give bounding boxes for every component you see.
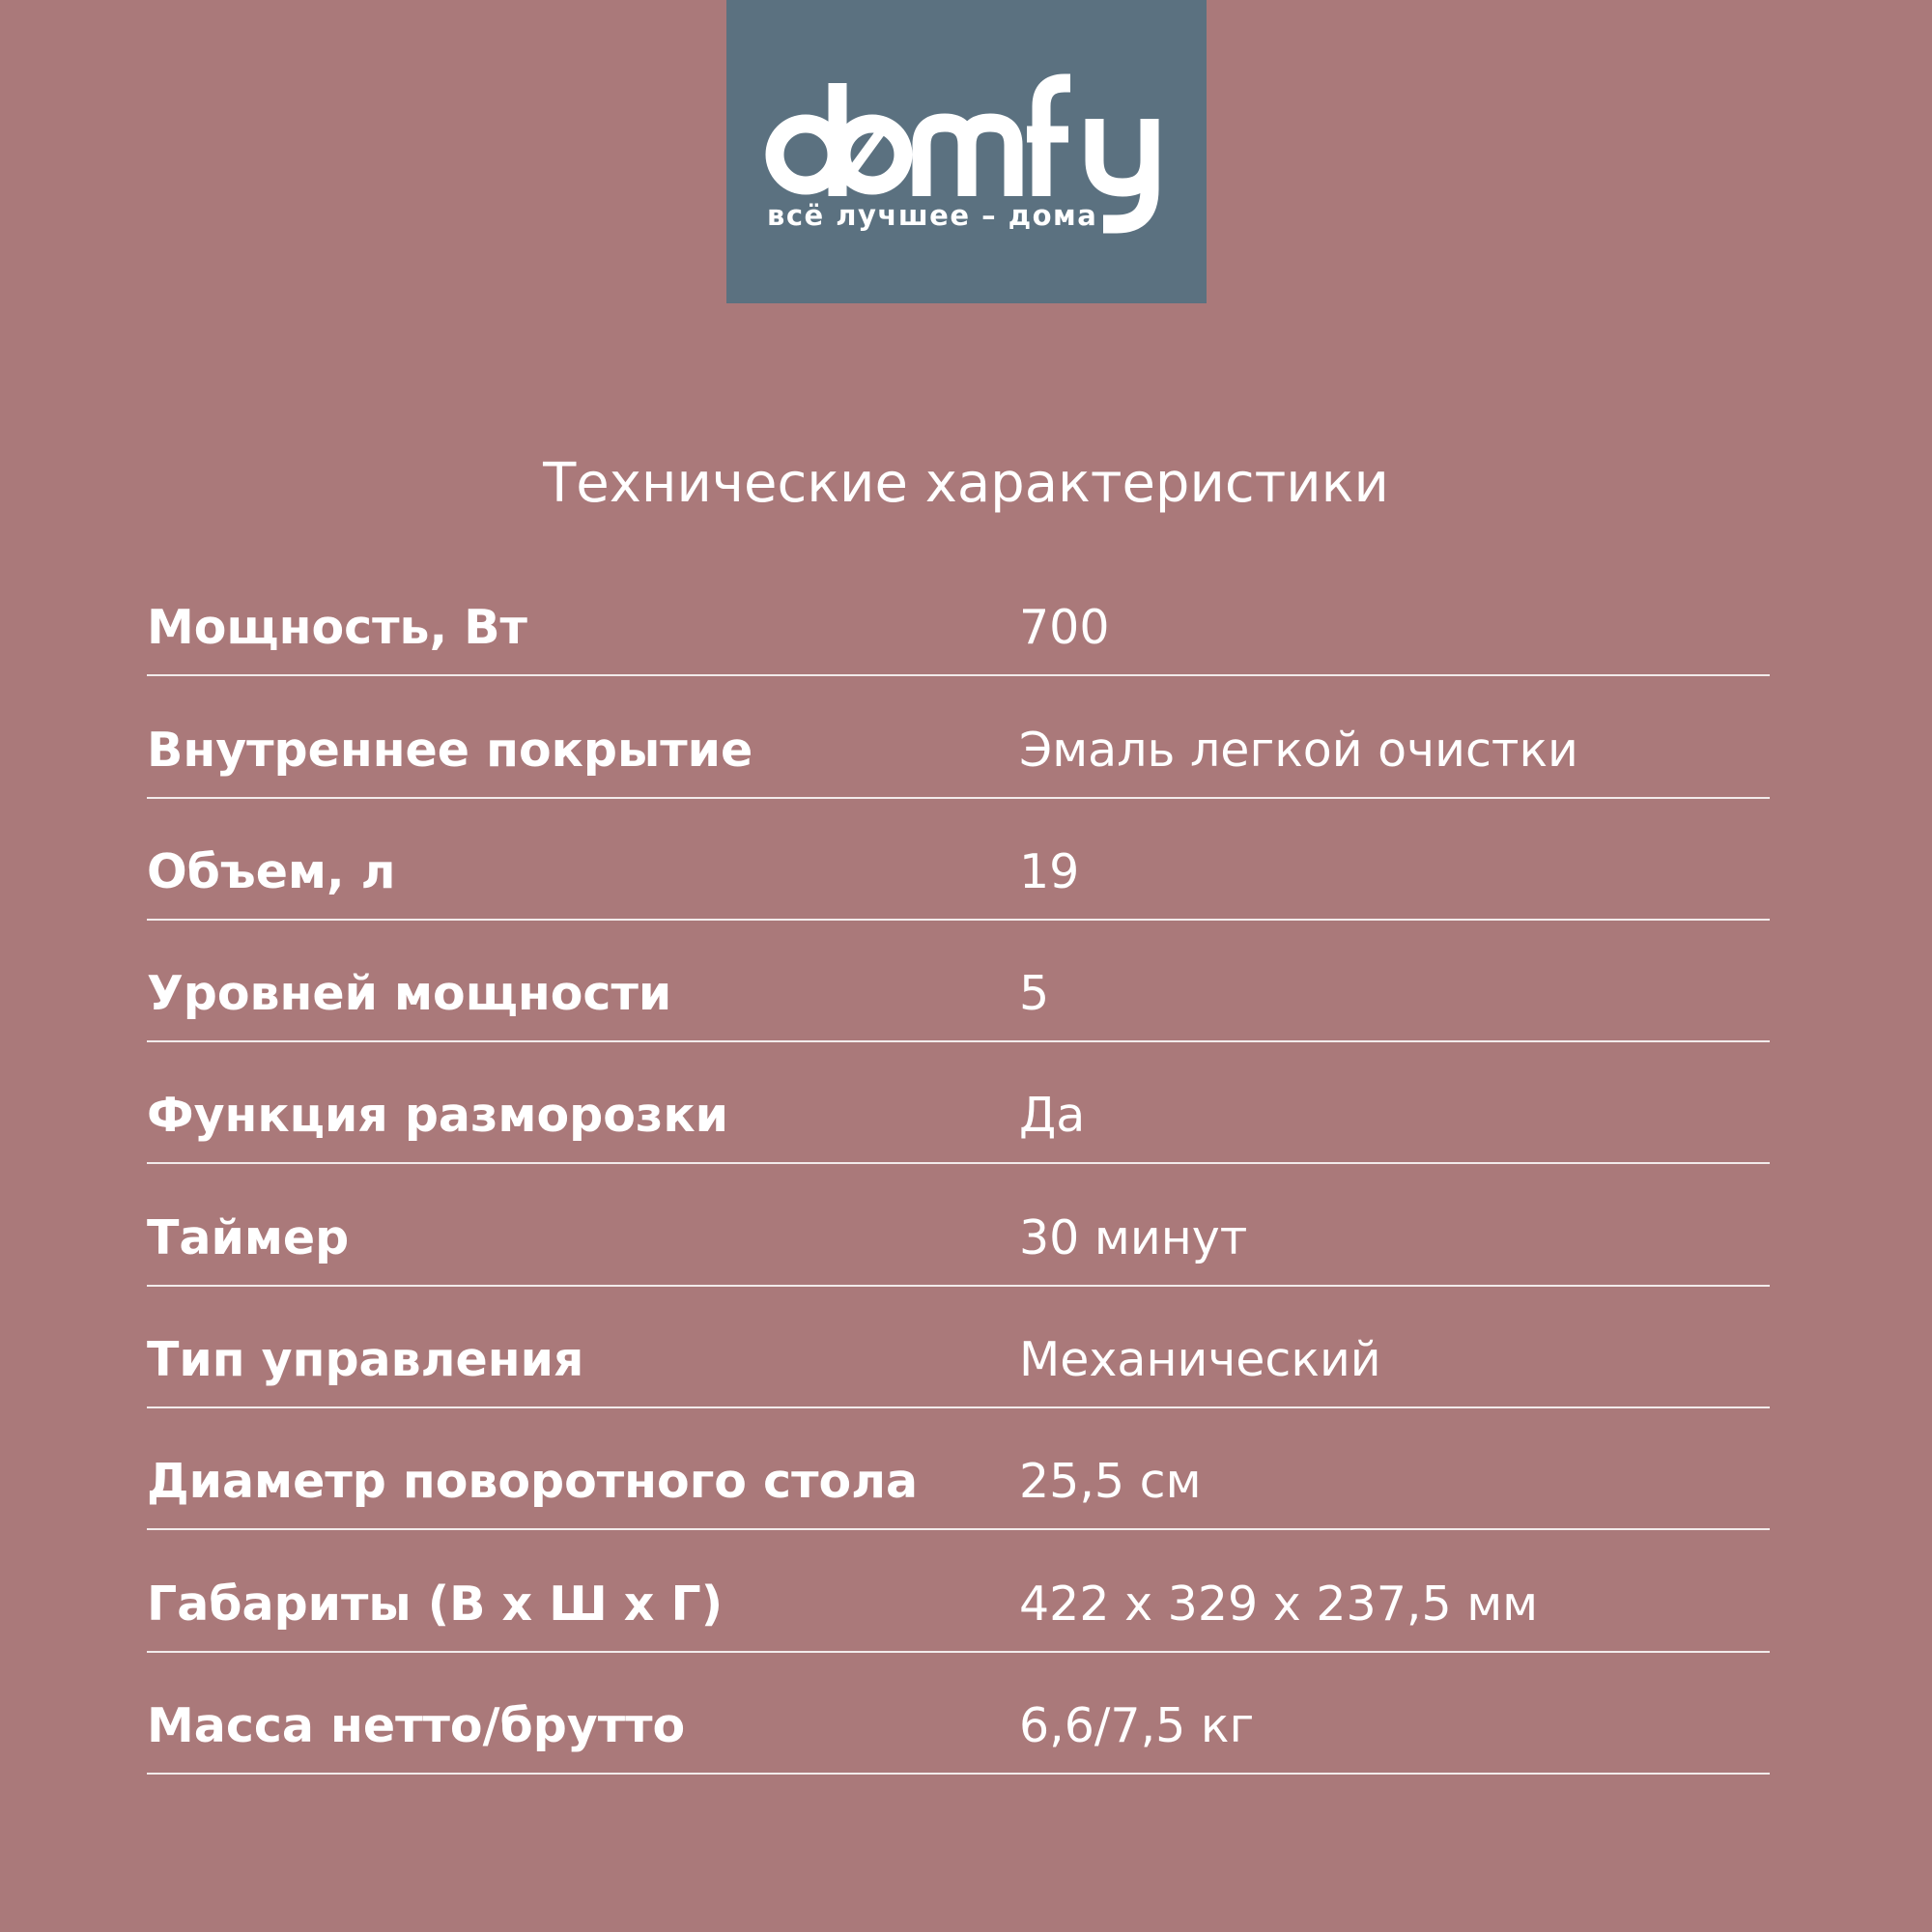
spec-label: Мощность, Вт	[147, 600, 527, 656]
spec-value: 422 х 329 х 237,5 мм	[1019, 1576, 1539, 1632]
spec-value: Эмаль легкой очистки	[1019, 722, 1578, 778]
brand-logo	[726, 0, 1207, 303]
logo-tagline: всё лучшее – дома	[767, 199, 1098, 232]
spec-row-defrost	[147, 1042, 1770, 1164]
spec-label: Таймер	[147, 1209, 350, 1265]
spec-label: Внутреннее покрытие	[147, 722, 753, 778]
spec-value: 6,6/7,5 кг	[1019, 1697, 1255, 1753]
spec-label: Диаметр поворотного стола	[147, 1454, 919, 1510]
spec-value: 700	[1019, 600, 1110, 656]
spec-row-dimensions	[147, 1530, 1770, 1652]
spec-row-weight	[147, 1653, 1770, 1775]
spec-value: Да	[1019, 1088, 1086, 1144]
spec-value: Механический	[1019, 1332, 1381, 1388]
spec-row-timer	[147, 1164, 1770, 1286]
spec-label: Тип управления	[147, 1332, 584, 1388]
page-title: Технические характеристики	[543, 452, 1389, 515]
spec-row-coating	[147, 676, 1770, 798]
spec-label: Уровней мощности	[147, 966, 672, 1022]
spec-label: Функция разморозки	[147, 1088, 728, 1144]
spec-row-control-type	[147, 1287, 1770, 1408]
spec-value: 30 минут	[1019, 1209, 1248, 1265]
spec-value: 19	[1019, 843, 1080, 899]
spec-row-volume	[147, 799, 1770, 921]
spec-label: Габариты (В х Ш х Г)	[147, 1576, 724, 1632]
spec-value: 5	[1019, 966, 1050, 1022]
spec-label: Масса нетто/брутто	[147, 1697, 686, 1753]
domfy-logo-icon	[726, 0, 1207, 303]
spec-row-turntable-diameter	[147, 1408, 1770, 1530]
spec-value: 25,5 см	[1019, 1454, 1202, 1510]
spec-label: Объем, л	[147, 843, 396, 899]
specs-table	[147, 554, 1770, 1775]
spec-row-power-levels	[147, 921, 1770, 1042]
spec-row-power	[147, 554, 1770, 676]
